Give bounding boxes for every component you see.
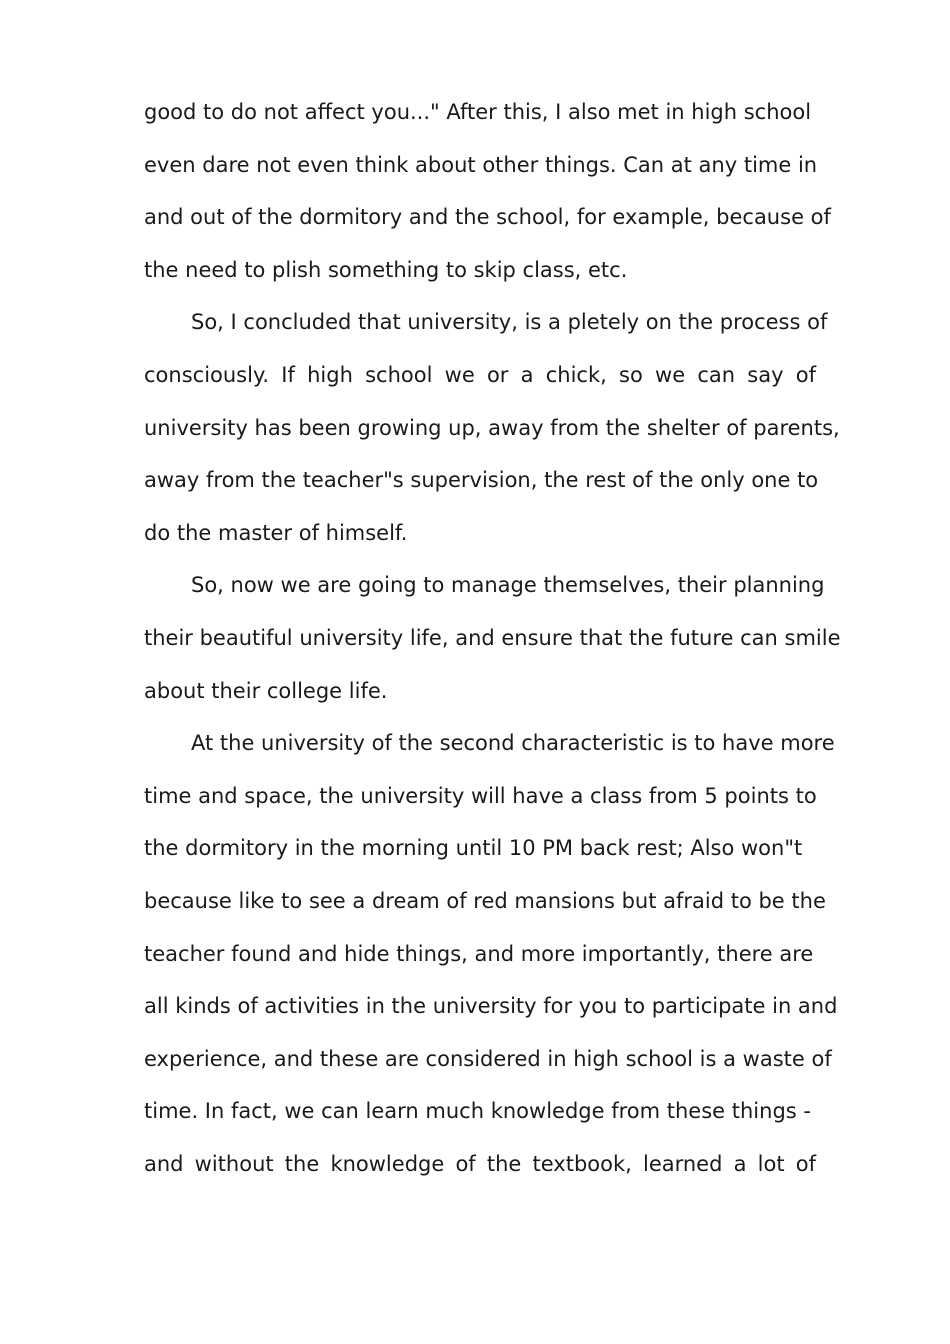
paragraph-1 [144, 86, 831, 296]
text-line: and out of the dormitory and the school, for example, because of [144, 205, 831, 230]
text-line: good to do not affect you..." After this, I also met in high school [144, 100, 812, 124]
text-line: university has been growing up, away from the shelter of parents, [144, 415, 840, 440]
text-line: away from the teacher"s supervision, the rest of the only one to [144, 468, 819, 493]
text-line: do the master of himself. [144, 520, 408, 545]
text-line: So, I concluded that university, is a pletely on the process of [191, 310, 828, 335]
document-body [144, 86, 841, 1190]
text-line: about their college life. [144, 678, 388, 703]
text-line: their beautiful university life, and ensure that the future can smile [144, 625, 841, 650]
paragraph-4 [144, 717, 838, 1190]
text-line: all kinds of activities in the university for you to participate in and [144, 994, 838, 1019]
text-line: So, now we are going to manage themselves, their planning [191, 573, 825, 598]
text-line: teacher found and hide things, and more importantly, there are [144, 941, 814, 966]
text-line: time. In fact, we can learn much knowledge from these things - [144, 1099, 811, 1124]
text-line: time and space, the university will have a class from 5 points to [144, 783, 817, 808]
text-line: the need to plish something to skip class, etc. [144, 257, 628, 282]
paragraph-3 [144, 559, 841, 717]
text-line: the dormitory in the morning until 10 PM back rest; Also won"t [144, 836, 803, 861]
text-line: because like to see a dream of red mansions but afraid to be the [144, 888, 826, 913]
paragraph-2 [144, 296, 840, 559]
text-line: and without the knowledge of the textbook, learned a lot of [144, 1151, 816, 1176]
text-line: even dare not even think about other things. Can at any time in [144, 152, 818, 177]
text-line: experience, and these are considered in high school is a waste of [144, 1046, 832, 1071]
text-line: At the university of the second characteristic is to have more [191, 731, 835, 756]
text-line: consciously. If high school we or a chick, so we can say of [144, 362, 816, 387]
